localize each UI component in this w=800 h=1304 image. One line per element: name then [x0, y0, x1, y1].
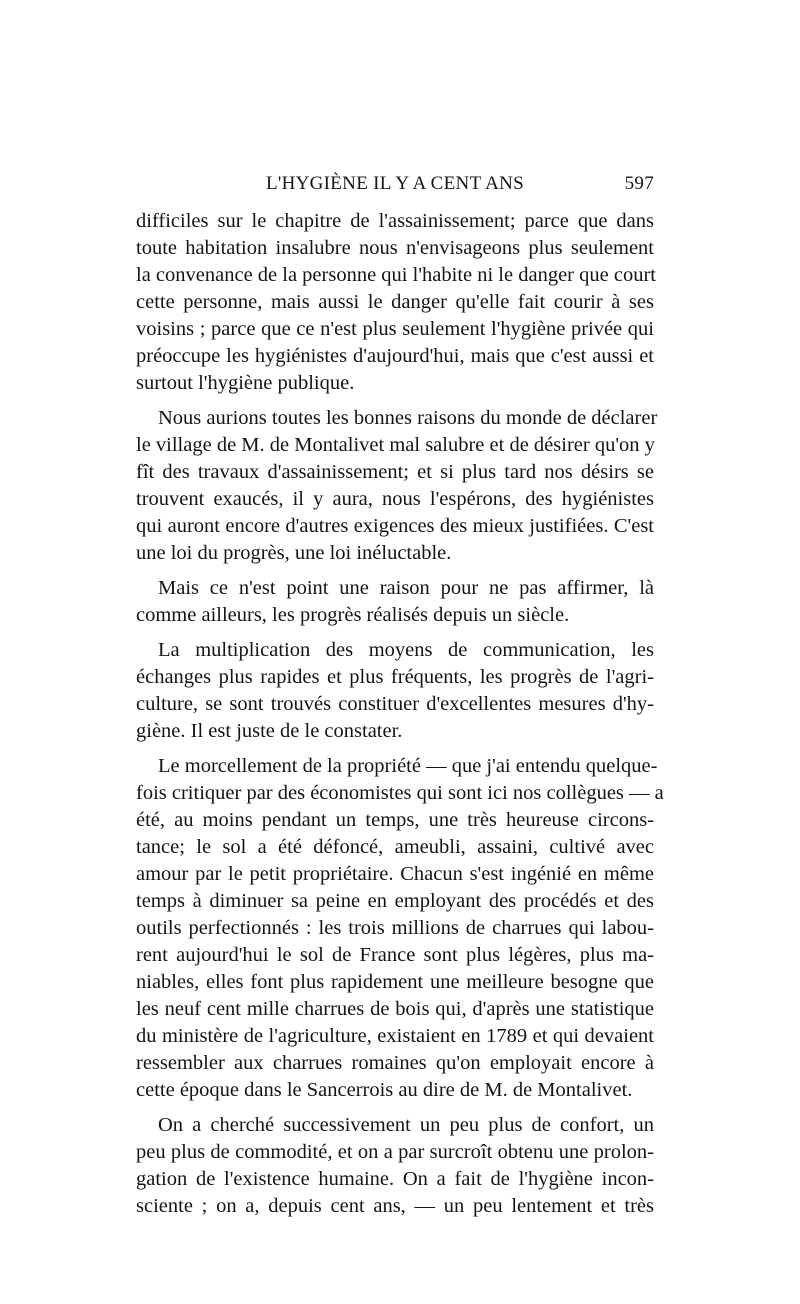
text-line: Mais ce n'est point une raison pour ne pas affirmer, là — [158, 577, 654, 599]
text-line: qui auront encore d'autres exigences des mieux justifiées. C'est — [136, 515, 654, 537]
running-head — [136, 173, 654, 195]
text-line: préoccupe les hygiénistes d'aujourd'hui, mais que c'est aussi et — [136, 345, 654, 367]
text-line: tance; le sol a été défoncé, ameubli, assaini, cultivé avec — [136, 836, 654, 858]
text-line: difficiles sur le chapitre de l'assainissement; parce que dans — [136, 210, 654, 232]
text-line: fois critiquer par des économistes qui sont ici nos collègues — a — [136, 782, 664, 804]
text-line: fît des travaux d'assainissement; et si plus tard nos désirs se — [136, 461, 654, 483]
text-line: temps à diminuer sa peine en employant des procédés et des — [136, 890, 654, 912]
running-title: L'HYGIÈNE IL Y A CENT ANS — [265, 173, 525, 194]
text-line: le village de M. de Montalivet mal salubre et de désirer qu'on y — [136, 434, 655, 456]
paragraph — [136, 405, 658, 567]
text-line: outils perfectionnés : les trois millions de charrues qui labou- — [136, 917, 654, 939]
text-line: niables, elles font plus rapidement une meilleure besogne que — [136, 971, 654, 993]
text-line: la convenance de la personne qui l'habite ni le danger que court — [136, 264, 656, 286]
text-line: Nous aurions toutes les bonnes raisons du monde de déclarer — [158, 407, 658, 429]
paragraph — [136, 637, 654, 745]
text-line: toute habitation insalubre nous n'envisageons plus seulement — [136, 237, 654, 259]
text-line: été, au moins pendant un temps, une très heureuse circons- — [136, 809, 654, 831]
text-line: La multiplication des moyens de communication, les — [158, 639, 654, 661]
text-line: giène. Il est juste de le constater. — [136, 720, 403, 742]
text-line: du ministère de l'agriculture, existaient en 1789 et qui devaient — [136, 1025, 654, 1047]
text-line: peu plus de commodité, et on a par surcroît obtenu une prolon- — [136, 1141, 654, 1163]
paragraph — [136, 753, 664, 1104]
text-line: comme ailleurs, les progrès réalisés depuis un siècle. — [136, 604, 570, 626]
text-line: les neuf cent mille charrues de bois qui, d'après une statistique — [136, 998, 654, 1020]
text-line: surtout l'hygiène publique. — [136, 372, 355, 394]
text-line: cette personne, mais aussi le danger qu'elle fait courir à ses — [136, 291, 654, 313]
paragraph — [136, 575, 654, 629]
text-line: une loi du progrès, une loi inéluctable. — [136, 542, 452, 564]
paragraph — [136, 208, 654, 397]
page-number: 597 — [624, 173, 654, 194]
text-line: ressembler aux charrues romaines qu'on employait encore à — [136, 1052, 654, 1074]
text-line: voisins ; parce que ce n'est plus seulement l'hygiène privée qui — [136, 318, 654, 340]
body-text — [136, 208, 664, 1228]
paragraph — [136, 1112, 654, 1220]
text-line: échanges plus rapides et plus fréquents, les progrès de l'agri- — [136, 666, 654, 688]
text-line: amour par le petit propriétaire. Chacun s'est ingénié en même — [136, 863, 654, 885]
text-line: culture, se sont trouvés constituer d'excellentes mesures d'hy- — [136, 693, 654, 715]
text-line: gation de l'existence humaine. On a fait de l'hygiène incon- — [136, 1168, 654, 1190]
text-line: Le morcellement de la propriété — que j'ai entendu quelque- — [158, 755, 658, 777]
text-line: sciente ; on a, depuis cent ans, — un peu lentement et très — [136, 1195, 654, 1217]
text-line: trouvent exaucés, il y aura, nous l'espérons, des hygiénistes — [136, 488, 654, 510]
text-line: On a cherché successivement un peu plus de confort, un — [158, 1114, 654, 1136]
text-line: cette époque dans le Sancerrois au dire de M. de Montalivet. — [136, 1079, 633, 1101]
text-line: rent aujourd'hui le sol de France sont plus légères, plus ma- — [136, 944, 654, 966]
